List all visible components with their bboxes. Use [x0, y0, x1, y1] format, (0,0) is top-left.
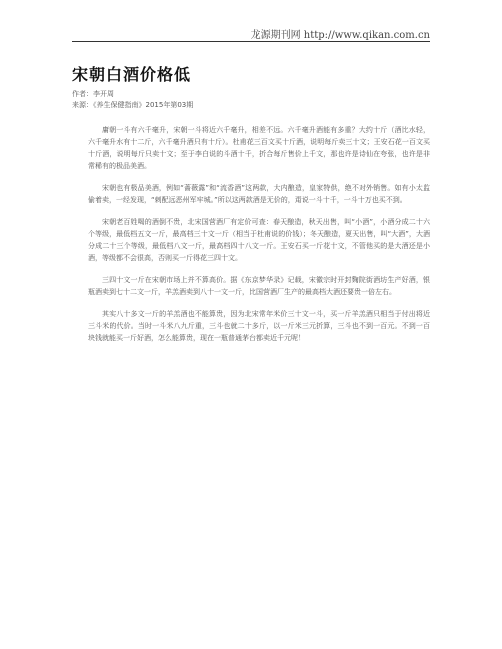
header-divider	[72, 41, 430, 42]
article-author: 作者：李开周	[72, 90, 114, 98]
paragraph: 三四十文一斤在宋朝市场上并不算高价。据《东京梦华录》记载，宋徽宗时开封麴院街酒坊生产好酒，银瓶酒卖到七十二文一斤，羊羔酒卖到八十一文一斤，比国营酒厂生产的最高档大酒还要贵一倍左右。	[88, 276, 430, 296]
article-body	[88, 124, 430, 354]
paragraph: 宋朝老百姓喝的酒倒不贵，北宋国营酒厂有定价可查：春天酿造，秋天出售，叫“小酒”，小酒分成二十六个等级，最低档五文一斤，最高档三十文一斤（相当于杜甫说的价钱）；冬天酿造，夏天出售，叫“大酒”，大酒分成二十三个等级，最低档八文一斤，最高档四十八文一斤。王安石买一斤花十文，不管他买的是大酒还是小酒，等级都不会很高，否则买一斤得花三四十文。	[88, 218, 430, 262]
paragraph: 庸朝一斗有六千毫升，宋朝一斗将近六千毫升，相差不远。六千毫升酒能有多重？大约十斤（酒比水轻，六千毫升水有十二斤，六千毫升酒只有十斤）。杜甫花三百文买十斤酒，说明每斤卖三十文；王安石花一百文买十斤酒，说明每斤只卖十文；至于李白说的斗酒十千，折合每斤售价上千文，那也许是诗仙在夸张，也许是非常稀有的极品美酒。	[88, 126, 430, 170]
paragraph: 其实八十多文一斤的羊羔酒也不能算贵，因为北宋常年米价三十文一斗，买一斤羊羔酒只相当于付出将近三斗米的代价。当时一斗米八九斤重，三斗也就二十多斤，以一斤米三元折算，三斗也不到一百元。不到一百块钱就能买一斤好酒，怎么能算贵，现在一瓶普通茅台都卖近千元呢！	[88, 310, 430, 342]
article-title: 宋朝白酒价格低	[72, 65, 192, 84]
article-source: 来源：《养生保健指南》2015年第03期	[72, 101, 194, 109]
paragraph: 宋朝也有极品美酒，例如“蔷薇露”和“流香酒”这两款，大内酿造，皇家特供，绝不对外销售。如有小太监偷着卖，一经发现，“刺配远恶州军牢城。”所以这两款酒是无价的，甭说一斗十千，一斗十万也买不到。	[88, 184, 430, 204]
site-header: 龙源期刊网 http://www.qikan.com.cn	[250, 30, 430, 41]
